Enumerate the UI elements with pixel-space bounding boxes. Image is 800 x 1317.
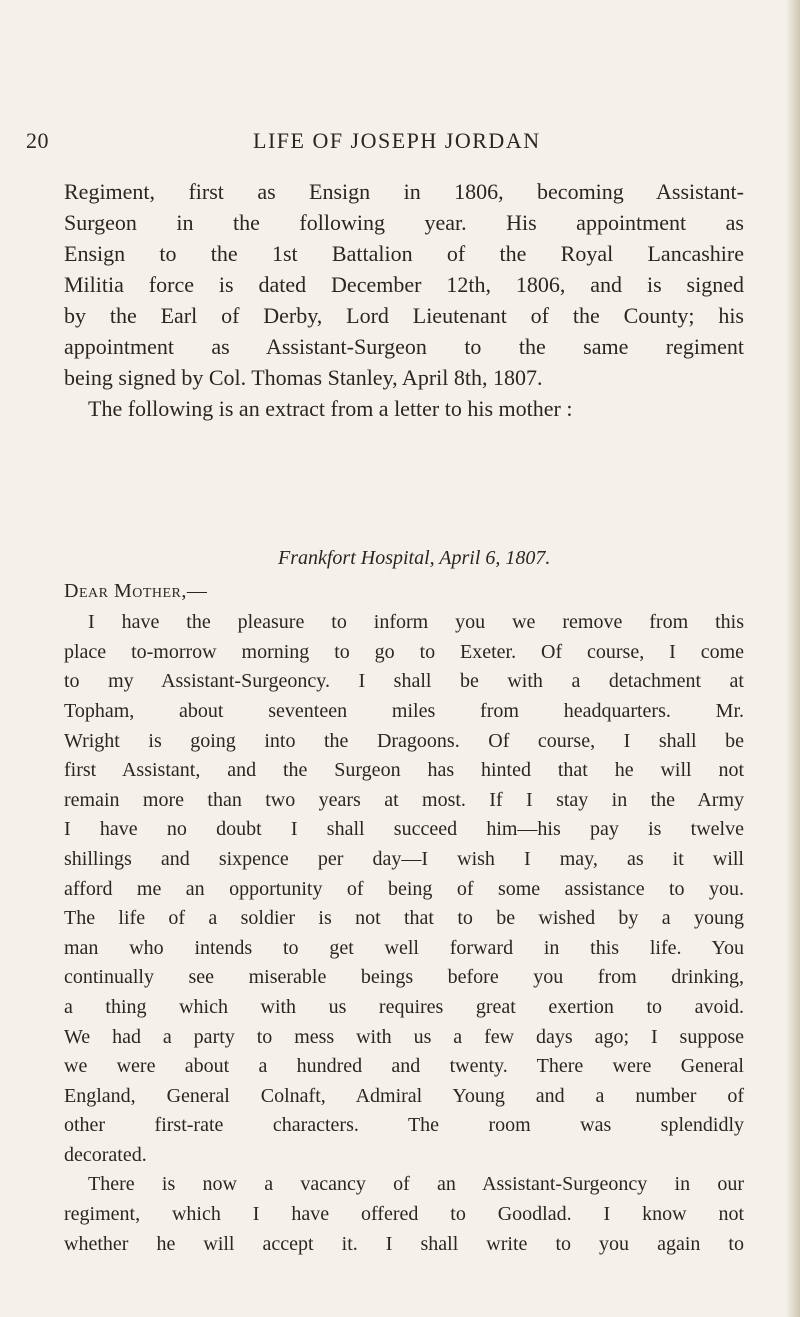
letter-line: afford me an opportunity of being of some assistance to you.	[64, 877, 744, 900]
letter-paragraph-1	[64, 608, 744, 1170]
letter-line: remain more than two years at most. If I stay in the Army	[64, 788, 744, 811]
intro-line: by the Earl of Derby, Lord Lieutenant of the County; his	[64, 303, 744, 328]
letter-line: I have no doubt I shall succeed him—his pay is twelve	[64, 818, 744, 841]
letter-line: first Assistant, and the Surgeon has hinted that he will not	[64, 759, 744, 782]
letter-line: a thing which with us requires great exertion to avoid.	[64, 995, 744, 1018]
letter-dateline: Frankfort Hospital, April 6, 1807.	[278, 547, 551, 569]
letter-line: shillings and sixpence per day—I wish I may, as it will	[64, 847, 744, 870]
intro-line: Ensign to the 1st Battalion of the Royal Lancashire	[64, 241, 744, 266]
letter-salutation: Dear Mother,—	[64, 579, 208, 602]
intro-line: appointment as Assistant-Surgeon to the same regiment	[64, 334, 744, 359]
letter-line: continually see miserable beings before you from drinking,	[64, 966, 744, 989]
letter-line: We had a party to mess with us a few days ago; I suppose	[64, 1025, 744, 1048]
page-edge-shadow	[786, 0, 800, 1317]
letter-line: other first-rate characters. The room was splendidly	[64, 1114, 744, 1137]
letter-line: decorated.	[64, 1143, 147, 1166]
intro-line: Regiment, first as Ensign in 1806, becoming Assistant-	[64, 179, 744, 204]
letter-line: we were about a hundred and twenty. There were General	[64, 1055, 744, 1078]
letter-line: place to-morrow morning to go to Exeter. Of course, I come	[64, 640, 744, 663]
page-number: 20	[26, 128, 49, 153]
intro-line: Surgeon in the following year. His appointment as	[64, 210, 744, 235]
letter-line: England, General Colnaft, Admiral Young and a number of	[64, 1084, 744, 1107]
intro-line: The following is an extract from a letter to his mother :	[88, 396, 573, 421]
letter-line: whether he will accept it. I shall write to you again to	[64, 1232, 744, 1255]
letter-line: Wright is going into the Dragoons. Of course, I shall be	[64, 729, 744, 752]
letter-extract	[64, 544, 744, 1259]
intro-paragraph	[64, 176, 744, 424]
intro-line: Militia force is dated December 12th, 1806, and is signed	[64, 272, 744, 297]
letter-line: Topham, about seventeen miles from headquarters. Mr.	[64, 699, 744, 722]
letter-line: The life of a soldier is not that to be wished by a young	[64, 907, 744, 930]
letter-line: There is now a vacancy of an Assistant-Surgeoncy in our	[88, 1173, 744, 1196]
intro-line: being signed by Col. Thomas Stanley, April 8th, 1807.	[64, 365, 543, 390]
running-head: LIFE OF JOSEPH JORDAN	[253, 128, 541, 153]
letter-paragraph-2	[64, 1170, 744, 1259]
letter-line: I have the pleasure to inform you we remove from this	[88, 611, 744, 634]
letter-line: man who intends to get well forward in this life. You	[64, 936, 744, 959]
letter-line: to my Assistant-Surgeoncy. I shall be with a detachment at	[64, 670, 744, 693]
letter-line: regiment, which I have offered to Goodlad. I know not	[64, 1203, 744, 1226]
